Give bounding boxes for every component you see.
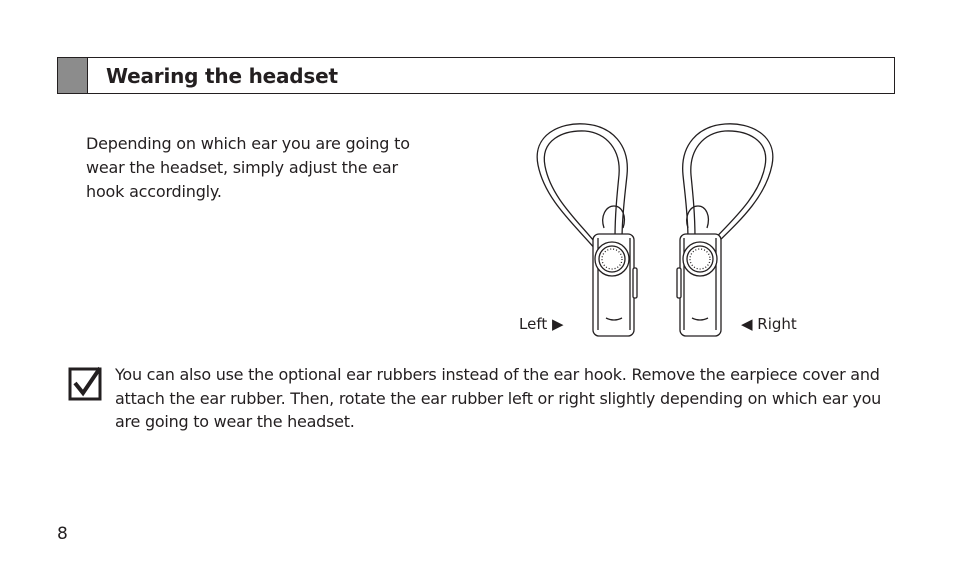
left-label: Left ▶: [519, 315, 564, 333]
section-title: Wearing the headset: [106, 64, 338, 88]
section-header-marker: [58, 58, 88, 93]
intro-paragraph: Depending on which ear you are going to wear the headset, simply adjust the ear hook accordingly.: [86, 134, 410, 201]
note-paragraph: You can also use the optional ear rubbers instead of the ear hook. Remove the earpiece cover and attach the ear rubber. Then, rotate the ear rubber left or right slightly depending on which ear you are going to wear the headset.: [115, 365, 882, 431]
section-header: [57, 57, 895, 94]
left-headset: [537, 124, 637, 336]
right-headset: [677, 124, 773, 336]
headset-illustration: [510, 118, 820, 343]
page-number: 8: [57, 524, 68, 544]
checkbox-note-icon: [68, 365, 104, 401]
right-label: ◀ Right: [741, 315, 797, 333]
